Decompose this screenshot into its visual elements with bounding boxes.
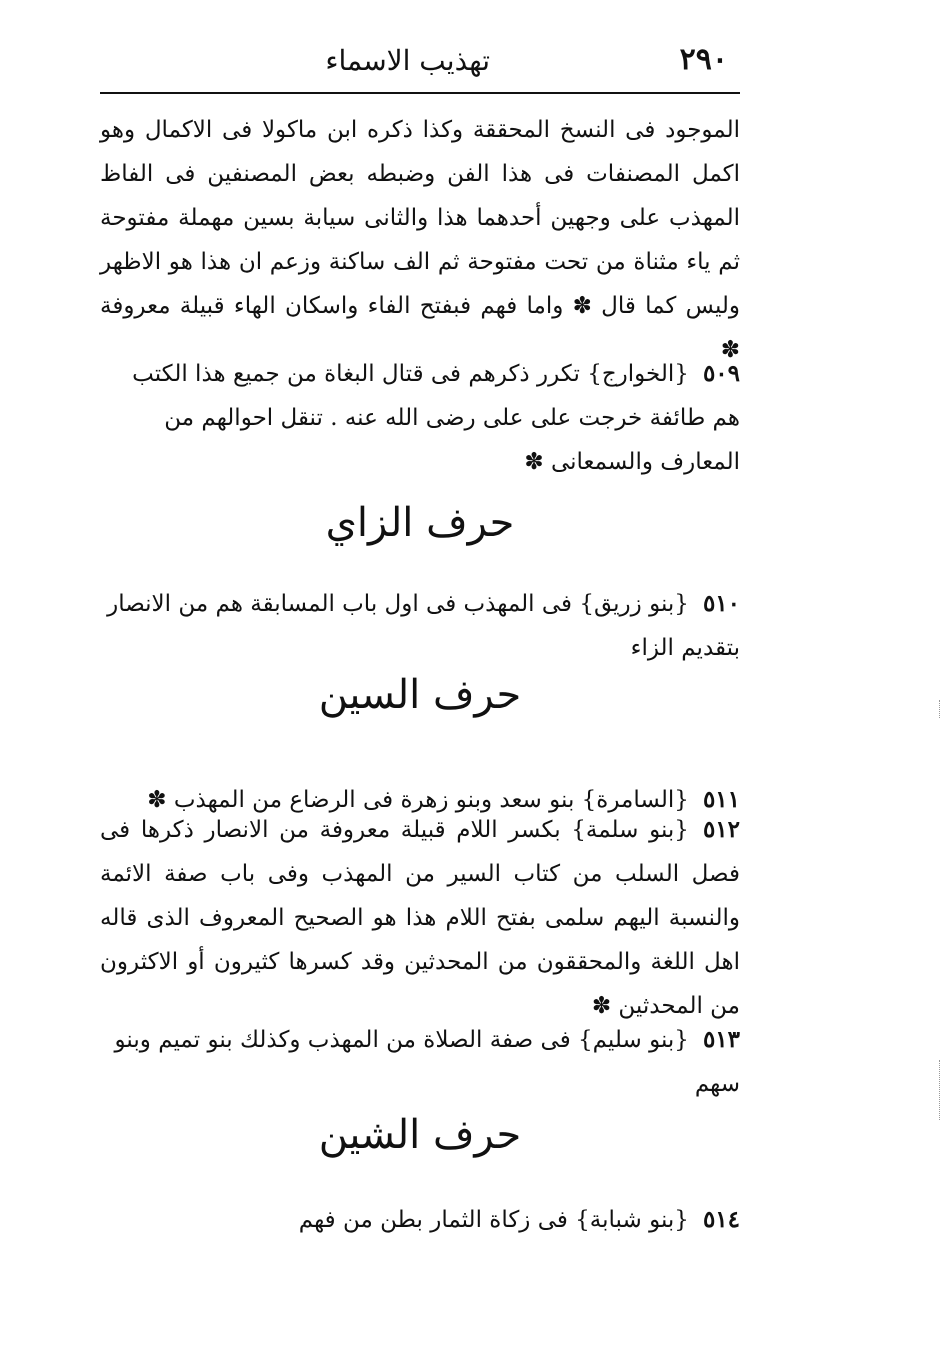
running-title: تهذيب الاسماء	[325, 44, 490, 77]
entry-text: {بنو شبابة} فى زكاة الثمار بطن من فهم	[298, 1207, 689, 1233]
entry-text: {بنو سلمة} بكسر اللام قبيلة معروفة من الانصار ذكرها فى فصل السلب من كتاب السير من المهذب وفى باب صفة الائمة والنسبة اليهم سلمى بفتح اللام هذا هو الصحيح المعروف الذى قاله اهل اللغة والمحققون من المحدثين وقد كسرها كثيرون أو الاكثرون من المحدثين ✽	[100, 817, 740, 1019]
section-heading-sin: حرف السين	[318, 672, 522, 718]
entry-number: ٥١١	[702, 786, 740, 813]
entry-512	[100, 808, 740, 1028]
entry-number: ٥٠٩	[702, 360, 740, 387]
entry-number: ٥١٢	[702, 816, 740, 843]
page-number: ٢٩٠	[679, 42, 728, 77]
entry-number: ٥١٣	[702, 1026, 740, 1053]
entry-514	[100, 1198, 740, 1242]
entry-text: {السامرة} بنو سعد وبنو زهرة فى الرضاع من المهذب ✽	[147, 787, 689, 813]
entry-513	[100, 1018, 740, 1106]
scan-edge-mark	[939, 700, 940, 718]
entry-text: {بنو سليم} فى صفة الصلاة من المهذب وكذلك بنو تميم وبنو سهم	[114, 1027, 740, 1097]
section-heading-zay: حرف الزاي	[325, 500, 515, 546]
entry-number: ٥١٠	[702, 590, 740, 617]
page-header	[100, 40, 740, 90]
scan-edge-mark	[939, 1060, 940, 1120]
continuation-paragraph: الموجود فى النسخ المحققة وكذا ذكره ابن ماكولا فى الاكمال وهو اكمل المصنفات فى هذا الفن وضبطه بعض المصنفين فى الفاظ المهذب على وجهين أحدهما هذا والثانى سيابة بسين مهملة مفتوحة ثم ياء مثناة من تحت مفتوحة ثم الف ساكنة وزعم ان هذا هو الاظهر وليس كما قال ✽ واما فهم فبفتح الفاء واسكان الهاء قبيلة معروفة ✽	[100, 117, 740, 363]
entry-510	[100, 582, 740, 670]
section-heading-shin: حرف الشين	[318, 1112, 522, 1158]
entry-text: {الخوارج} تكرر ذكرهم فى قتال البغاة من جميع هذا الكتب هم طائفة خرجت على على رضى الله عنه . تنقل احوالهم من المعارف والسمعانى ✽	[132, 361, 740, 475]
header-divider	[100, 92, 740, 94]
entry-text: {بنو زريق} فى المهذب فى اول باب المسابقة هم من الانصار بتقديم الزاء	[107, 591, 740, 661]
entry-509	[100, 352, 740, 484]
entry-number: ٥١٤	[702, 1206, 740, 1233]
